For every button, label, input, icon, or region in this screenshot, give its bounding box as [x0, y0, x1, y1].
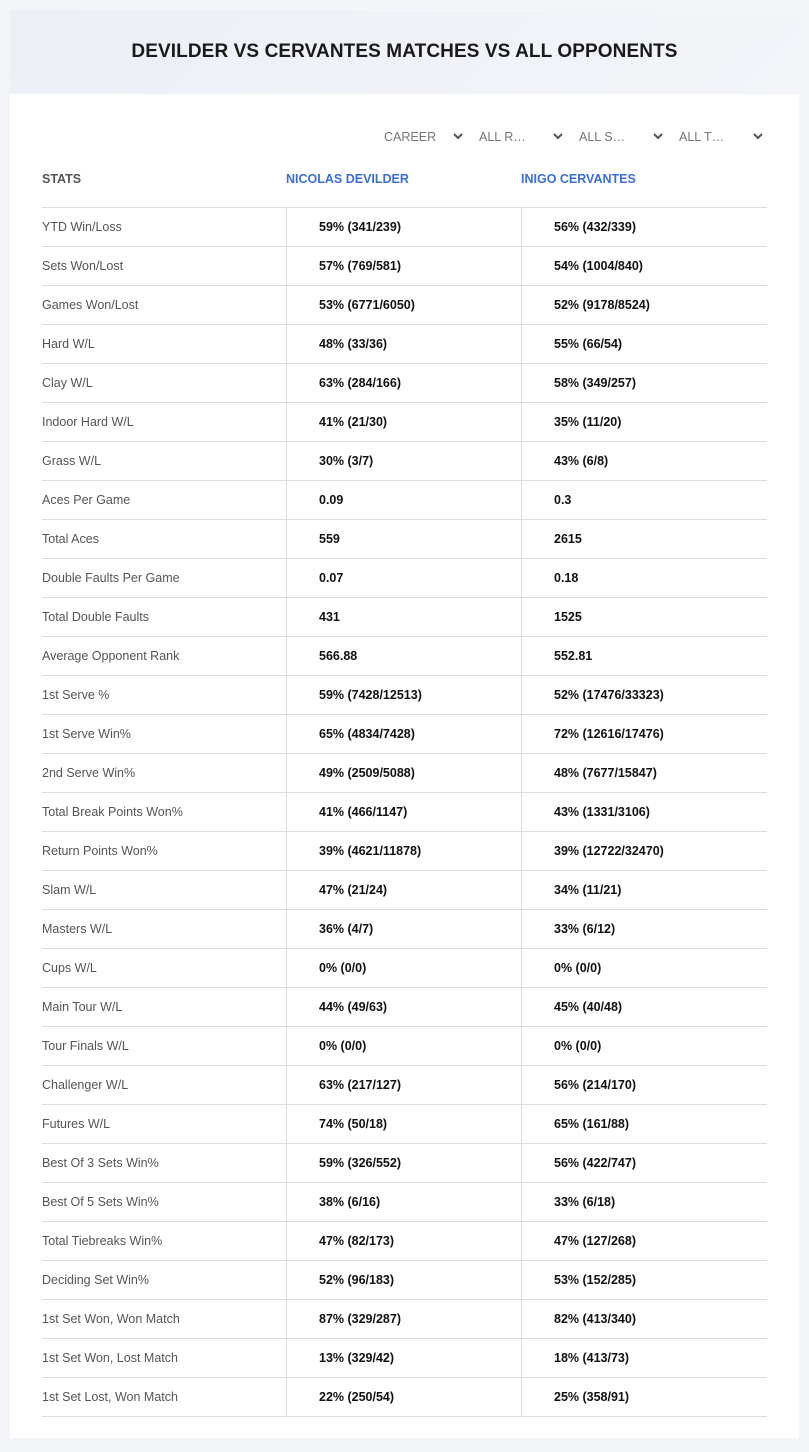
player2-value: 0.18: [521, 559, 767, 597]
filter-bar: [10, 126, 799, 148]
stat-label: Grass W/L: [42, 454, 102, 468]
chevron-down-icon: [652, 130, 664, 142]
player1-value: 49% (2509/5088): [286, 754, 521, 792]
stat-label: Total Aces: [42, 532, 99, 546]
player2-value: 43% (6/8): [521, 442, 767, 480]
table-row: [42, 403, 767, 442]
player1-value: 47% (82/173): [286, 1222, 521, 1260]
table-row: [42, 715, 767, 754]
table-row: [42, 1105, 767, 1144]
player1-value: 48% (33/36): [286, 325, 521, 363]
stat-label: Slam W/L: [42, 883, 97, 897]
table-row: [42, 442, 767, 481]
stat-label: Total Double Faults: [42, 610, 150, 624]
stat-label: Aces Per Game: [42, 493, 131, 507]
stat-label: YTD Win/Loss: [42, 220, 122, 234]
player2-value: 25% (358/91): [521, 1378, 767, 1416]
table-row: [42, 1222, 767, 1261]
player2-value: 55% (66/54): [521, 325, 767, 363]
surface-filter-value: ALL S…: [579, 130, 626, 144]
card-header: [10, 10, 799, 94]
table-row: [42, 520, 767, 559]
career-filter-value: CAREER: [384, 130, 437, 144]
table-row: [42, 247, 767, 286]
table-row: [42, 754, 767, 793]
player2-value: 48% (7677/15847): [521, 754, 767, 792]
table-row: [42, 1300, 767, 1339]
table-row: [42, 949, 767, 988]
table-header: [42, 160, 767, 208]
player1-value: 41% (21/30): [286, 403, 521, 441]
player2-value: 0.3: [521, 481, 767, 519]
table-row: [42, 1027, 767, 1066]
table-row: [42, 871, 767, 910]
player2-value: 33% (6/12): [521, 910, 767, 948]
player2-value: 53% (152/285): [521, 1261, 767, 1299]
stat-label: Tour Finals W/L: [42, 1039, 129, 1053]
stat-label: 2nd Serve Win%: [42, 766, 136, 780]
stat-label: Main Tour W/L: [42, 1000, 123, 1014]
table-row: [42, 325, 767, 364]
stat-label: Cups W/L: [42, 961, 97, 975]
player2-value: 18% (413/73): [521, 1339, 767, 1377]
player1-value: 0.09: [286, 481, 521, 519]
stat-label: Games Won/Lost: [42, 298, 139, 312]
player1-value: 63% (284/166): [286, 364, 521, 402]
table-row: [42, 676, 767, 715]
chevron-down-icon: [752, 130, 764, 142]
stat-label: Average Opponent Rank: [42, 649, 180, 663]
stat-label: 1st Serve Win%: [42, 727, 131, 741]
table-row: [42, 832, 767, 871]
stat-label: Challenger W/L: [42, 1078, 129, 1092]
player1-value: 431: [286, 598, 521, 636]
player1-value: 38% (6/16): [286, 1183, 521, 1221]
player1-value: 63% (217/127): [286, 1066, 521, 1104]
table-row: [42, 1183, 767, 1222]
player1-value: 559: [286, 520, 521, 558]
player2-value: 2615: [521, 520, 767, 558]
table-row: [42, 910, 767, 949]
player1-value: 53% (6771/6050): [286, 286, 521, 324]
stat-label: 1st Serve %: [42, 688, 110, 702]
player2-value: 39% (12722/32470): [521, 832, 767, 870]
table-row: [42, 559, 767, 598]
stat-label: Hard W/L: [42, 337, 95, 351]
table-row: [42, 637, 767, 676]
chevron-down-icon: [452, 130, 464, 142]
table-row: [42, 988, 767, 1027]
player2-value: 34% (11/21): [521, 871, 767, 909]
player1-value: 52% (96/183): [286, 1261, 521, 1299]
player1-value: 22% (250/54): [286, 1378, 521, 1416]
table-row: [42, 598, 767, 637]
stat-label: Best Of 5 Sets Win%: [42, 1195, 159, 1209]
player1-value: 59% (7428/12513): [286, 676, 521, 714]
stat-label: 1st Set Won, Lost Match: [42, 1351, 178, 1365]
player2-value: 54% (1004/840): [521, 247, 767, 285]
table-body: [42, 208, 767, 1417]
player1-value: 0% (0/0): [286, 949, 521, 987]
player1-column-header[interactable]: NICOLAS DEVILDER: [286, 172, 409, 186]
player2-value: 33% (6/18): [521, 1183, 767, 1221]
player2-value: 552.81: [521, 637, 767, 675]
table-row: [42, 286, 767, 325]
table-row: [42, 793, 767, 832]
player2-value: 58% (349/257): [521, 364, 767, 402]
player2-value: 0% (0/0): [521, 949, 767, 987]
player2-value: 82% (413/340): [521, 1300, 767, 1338]
table-row: [42, 1144, 767, 1183]
player1-value: 13% (329/42): [286, 1339, 521, 1377]
player1-value: 36% (4/7): [286, 910, 521, 948]
round-filter-value: ALL R…: [479, 130, 526, 144]
stats-column-header: STATS: [42, 172, 82, 186]
stat-label: Total Break Points Won%: [42, 805, 183, 819]
player2-value: 0% (0/0): [521, 1027, 767, 1065]
player2-value: 52% (9178/8524): [521, 286, 767, 324]
page-title: DEVILDER VS CERVANTES MATCHES VS ALL OPPONENTS: [131, 41, 678, 62]
player2-value: 45% (40/48): [521, 988, 767, 1026]
player1-value: 30% (3/7): [286, 442, 521, 480]
player1-value: 59% (341/239): [286, 208, 521, 246]
career-filter-select[interactable]: [384, 126, 464, 148]
stat-label: Deciding Set Win%: [42, 1273, 149, 1287]
player1-value: 566.88: [286, 637, 521, 675]
stat-label: Indoor Hard W/L: [42, 415, 134, 429]
player1-value: 47% (21/24): [286, 871, 521, 909]
stat-label: Clay W/L: [42, 376, 93, 390]
stat-label: Futures W/L: [42, 1117, 111, 1131]
player2-value: 52% (17476/33323): [521, 676, 767, 714]
player1-value: 74% (50/18): [286, 1105, 521, 1143]
player2-value: 56% (432/339): [521, 208, 767, 246]
table-row: [42, 208, 767, 247]
player1-value: 44% (49/63): [286, 988, 521, 1026]
tournament-filter-value: ALL T…: [679, 130, 725, 144]
stats-table: [42, 160, 767, 1417]
table-row: [42, 481, 767, 520]
player2-value: 35% (11/20): [521, 403, 767, 441]
player1-value: 65% (4834/7428): [286, 715, 521, 753]
table-row: [42, 1066, 767, 1105]
stat-label: 1st Set Lost, Won Match: [42, 1390, 178, 1404]
chevron-down-icon: [552, 130, 564, 142]
player1-value: 59% (326/552): [286, 1144, 521, 1182]
player2-value: 43% (1331/3106): [521, 793, 767, 831]
stat-label: Best Of 3 Sets Win%: [42, 1156, 159, 1170]
stat-label: 1st Set Won, Won Match: [42, 1312, 180, 1326]
player2-value: 56% (214/170): [521, 1066, 767, 1104]
stat-label: Masters W/L: [42, 922, 113, 936]
player1-value: 41% (466/1147): [286, 793, 521, 831]
table-row: [42, 1378, 767, 1417]
player2-value: 72% (12616/17476): [521, 715, 767, 753]
tournament-filter-select[interactable]: [679, 126, 764, 148]
player1-value: 39% (4621/11878): [286, 832, 521, 870]
player1-value: 87% (329/287): [286, 1300, 521, 1338]
stat-label: Sets Won/Lost: [42, 259, 124, 273]
player2-value: 65% (161/88): [521, 1105, 767, 1143]
player1-value: 57% (769/581): [286, 247, 521, 285]
stat-label: Return Points Won%: [42, 844, 158, 858]
player2-value: 56% (422/747): [521, 1144, 767, 1182]
player2-value: 1525: [521, 598, 767, 636]
player2-column-header[interactable]: INIGO CERVANTES: [521, 172, 636, 186]
table-row: [42, 364, 767, 403]
table-row: [42, 1261, 767, 1300]
stat-label: Double Faults Per Game: [42, 571, 180, 585]
table-row: [42, 1339, 767, 1378]
stats-card: [10, 10, 799, 1438]
surface-filter-select[interactable]: [579, 126, 664, 148]
round-filter-select[interactable]: [479, 126, 564, 148]
player1-value: 0.07: [286, 559, 521, 597]
stat-label: Total Tiebreaks Win%: [42, 1234, 163, 1248]
player1-value: 0% (0/0): [286, 1027, 521, 1065]
player2-value: 47% (127/268): [521, 1222, 767, 1260]
